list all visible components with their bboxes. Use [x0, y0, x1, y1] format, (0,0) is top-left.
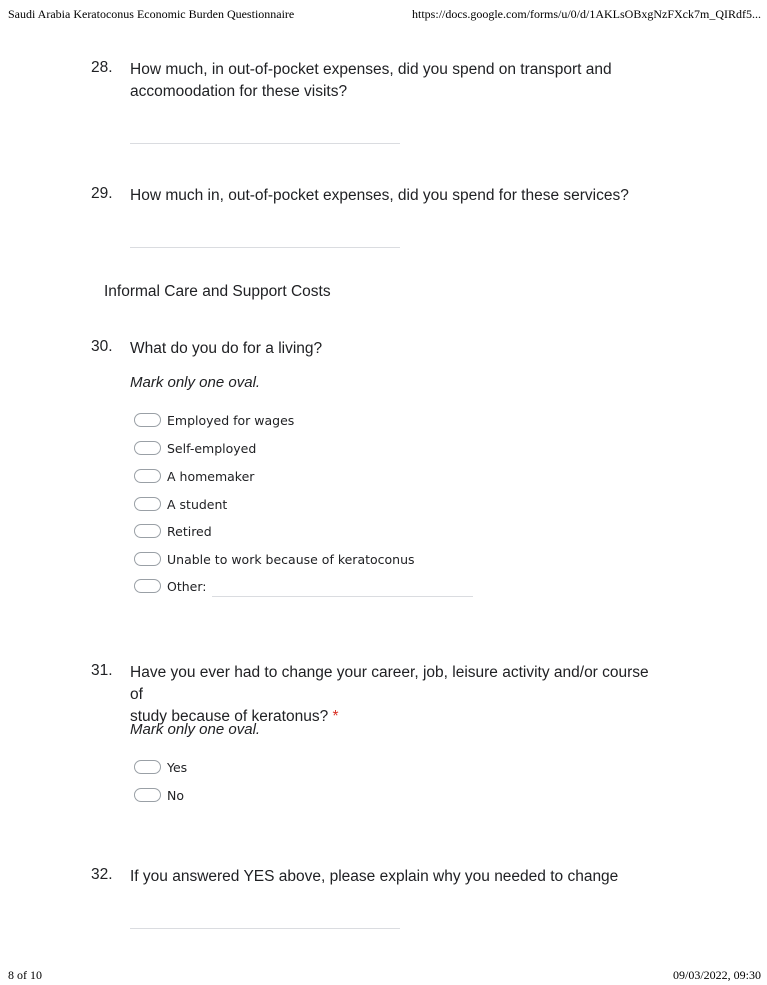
option-label: Employed for wages [167, 412, 295, 428]
option-label: No [167, 787, 184, 803]
option-label: Self-employed [167, 440, 257, 456]
radio-option-yes[interactable] [134, 757, 187, 777]
question-text-line: Have you ever had to change your career, job, leisure activity and/or course of [130, 664, 649, 703]
page-number: 8 of 10 [8, 968, 42, 982]
question-number: 30. [91, 338, 113, 355]
question-text-line: How much, in out-of-pocket expenses, did you spend on transport and [130, 61, 612, 78]
option-label: A homemaker [167, 468, 255, 484]
radio-option-homemaker[interactable] [134, 466, 254, 486]
question-number: 31. [91, 662, 113, 679]
question-number: 28. [91, 59, 113, 76]
radio-oval[interactable] [134, 788, 161, 802]
option-label: Other: [167, 578, 207, 594]
question-text: How much in, out-of-pocket expenses, did you spend for these services? [130, 187, 629, 204]
radio-oval[interactable] [134, 579, 161, 593]
radio-option-student[interactable] [134, 494, 227, 514]
section-title: Informal Care and Support Costs [104, 283, 331, 300]
other-text-input[interactable] [212, 596, 473, 597]
print-header [8, 7, 761, 23]
option-label: Yes [167, 759, 188, 775]
radio-option-other[interactable] [134, 576, 206, 596]
radio-option-self-employed[interactable] [134, 438, 256, 458]
question-hint: Mark only one oval. [130, 374, 261, 391]
print-footer [8, 968, 761, 984]
answer-input[interactable] [130, 143, 400, 144]
question-text-part: study because of keratonus? [130, 708, 329, 725]
question-number: 29. [91, 185, 113, 202]
radio-option-employed[interactable] [134, 410, 294, 430]
radio-oval[interactable] [134, 413, 161, 427]
radio-option-unable-to-work[interactable] [134, 549, 415, 569]
answer-input[interactable] [130, 247, 400, 248]
radio-oval[interactable] [134, 441, 161, 455]
option-label: Unable to work because of keratoconus [167, 551, 415, 567]
radio-oval[interactable] [134, 469, 161, 483]
question-text: What do you do for a living? [130, 340, 323, 357]
radio-oval[interactable] [134, 497, 161, 511]
question-text [130, 662, 660, 728]
radio-oval[interactable] [134, 552, 161, 566]
option-label: Retired [167, 523, 212, 539]
print-datetime: 09/03/2022, 09:30 [672, 968, 761, 982]
option-label: A student [167, 496, 228, 512]
radio-option-retired[interactable] [134, 521, 212, 541]
answer-input[interactable] [130, 928, 400, 929]
radio-oval[interactable] [134, 524, 161, 538]
radio-oval[interactable] [134, 760, 161, 774]
question-text: If you answered YES above, please explain why you needed to change [130, 868, 619, 885]
question-number: 32. [91, 866, 113, 883]
question-hint: Mark only one oval. [130, 721, 261, 738]
question-text [130, 59, 660, 103]
document-url: https://docs.google.com/forms/u/0/d/1AKLsOBxgNzFXck7m_QIRdf5... [412, 7, 761, 21]
question-text-line: accomoodation for these visits? [130, 83, 348, 100]
document-title: Saudi Arabia Keratoconus Economic Burden Questionnaire [8, 7, 295, 21]
radio-option-no[interactable] [134, 785, 184, 805]
required-asterisk: * [332, 708, 339, 725]
